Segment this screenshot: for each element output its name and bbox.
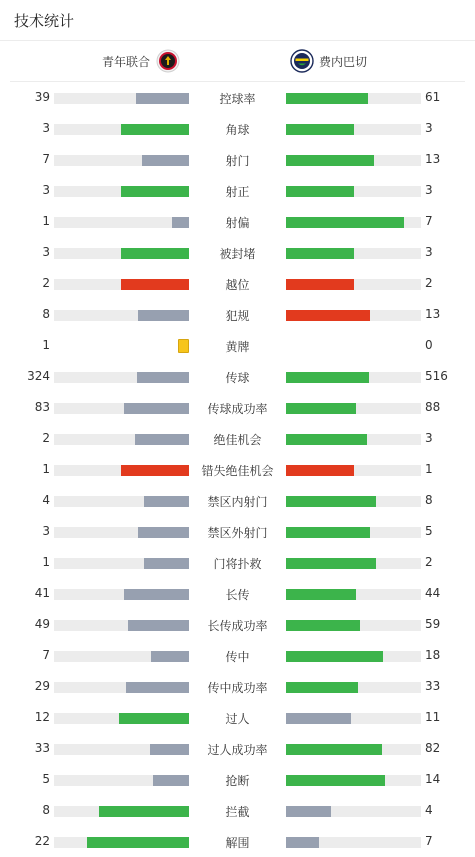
home-bar-fill [138, 310, 189, 321]
home-team-name: 青年联合 [101, 54, 150, 69]
away-bar-track [286, 558, 421, 569]
away-bar-fill [286, 186, 354, 197]
away-bar-track [286, 310, 421, 321]
away-bar-track [286, 465, 421, 476]
away-value: 2 [425, 555, 433, 569]
stat-label: 传球 [225, 371, 250, 385]
away-bar-fill [286, 682, 358, 693]
stat-row [0, 522, 475, 542]
stat-label: 传球成功率 [207, 402, 268, 416]
away-value: 33 [425, 679, 441, 693]
title-bar [0, 0, 475, 41]
away-bar-fill [286, 651, 383, 662]
away-bar-track [286, 713, 421, 724]
away-bar-fill [286, 775, 385, 786]
away-bar-fill [286, 124, 354, 135]
away-bar-track [286, 279, 421, 290]
stat-label: 射正 [225, 185, 250, 199]
away-value: 14 [425, 772, 441, 786]
home-bar-fill [121, 279, 189, 290]
home-bar-track [54, 806, 189, 817]
home-bar-track [54, 682, 189, 693]
stat-row [0, 243, 475, 263]
away-bar-track [286, 682, 421, 693]
away-bar-fill [286, 93, 368, 104]
home-bar-fill [151, 651, 189, 662]
home-bar-track [54, 217, 189, 228]
away-bar-track [286, 527, 421, 538]
away-team-name: 费内巴切 [319, 54, 368, 69]
stat-label: 绝佳机会 [213, 433, 262, 447]
away-value: 2 [425, 276, 433, 290]
home-value: 8 [42, 307, 50, 321]
home-value: 12 [34, 710, 50, 724]
home-bar-track [54, 124, 189, 135]
away-bar-track [286, 124, 421, 135]
home-bar-track [54, 434, 189, 445]
home-bar-fill [121, 186, 189, 197]
home-bar-track [54, 527, 189, 538]
stat-row [0, 801, 475, 821]
home-bar-track [54, 372, 189, 383]
stat-row [0, 460, 475, 480]
stat-row [0, 429, 475, 449]
home-bar-fill [119, 713, 189, 724]
away-bar-fill [286, 310, 370, 321]
away-value: 7 [425, 834, 433, 848]
home-value: 1 [42, 462, 50, 476]
home-team-crest-icon [156, 49, 180, 73]
away-value: 59 [425, 617, 441, 631]
away-bar-track [286, 186, 421, 197]
home-bar-fill [144, 558, 189, 569]
stat-label: 解围 [225, 836, 250, 850]
home-bar-track [54, 310, 189, 321]
home-value: 7 [42, 152, 50, 166]
stat-label: 禁区外射门 [207, 526, 268, 540]
home-value: 49 [34, 617, 50, 631]
away-bar-track [286, 496, 421, 507]
stat-row [0, 305, 475, 325]
stat-label: 抢断 [225, 774, 250, 788]
away-bar-fill [286, 403, 356, 414]
away-value: 1 [425, 462, 433, 476]
away-bar-track [286, 651, 421, 662]
stat-label: 传中 [225, 650, 250, 664]
stat-label: 禁区内射门 [207, 495, 268, 509]
home-bar-fill [144, 496, 189, 507]
stat-row [0, 336, 475, 356]
home-bar-fill [121, 248, 189, 259]
home-bar-track [54, 558, 189, 569]
away-team[interactable] [290, 49, 367, 73]
away-value: 8 [425, 493, 433, 507]
home-bar-fill [137, 372, 189, 383]
stat-row [0, 739, 475, 759]
home-bar-track [54, 651, 189, 662]
home-bar-track [54, 837, 189, 848]
stat-row [0, 398, 475, 418]
away-bar-fill [286, 713, 351, 724]
away-value: 13 [425, 152, 441, 166]
away-bar-fill [286, 806, 331, 817]
away-value: 3 [425, 121, 433, 135]
away-value: 7 [425, 214, 433, 228]
home-value: 3 [42, 524, 50, 538]
home-value: 29 [34, 679, 50, 693]
away-bar-fill [286, 620, 360, 631]
stat-row [0, 708, 475, 728]
away-value: 88 [425, 400, 441, 414]
home-bar-fill [142, 155, 189, 166]
home-bar-track [54, 589, 189, 600]
away-bar-track [286, 248, 421, 259]
home-bar-fill [124, 403, 189, 414]
home-value: 7 [42, 648, 50, 662]
home-value: 3 [42, 183, 50, 197]
home-bar-fill [124, 589, 189, 600]
away-bar-track [286, 806, 421, 817]
stat-label: 黄牌 [225, 340, 250, 354]
away-bar-fill [286, 837, 319, 848]
stat-row [0, 212, 475, 232]
away-value: 11 [425, 710, 441, 724]
away-bar-fill [286, 155, 374, 166]
away-bar-fill [286, 372, 369, 383]
home-bar-track [54, 496, 189, 507]
away-bar-track [286, 93, 421, 104]
away-bar-fill [286, 434, 367, 445]
home-value: 2 [42, 431, 50, 445]
home-value: 22 [34, 834, 50, 848]
stat-label: 射偏 [225, 216, 250, 230]
stat-label: 门将扑救 [213, 557, 262, 571]
home-bar-fill [138, 527, 189, 538]
away-bar-fill [286, 465, 354, 476]
home-bar-fill [153, 775, 189, 786]
home-value: 324 [27, 369, 50, 383]
away-value: 5 [425, 524, 433, 538]
home-bar-track [54, 713, 189, 724]
away-bar-track [286, 589, 421, 600]
home-value: 83 [34, 400, 50, 414]
away-bar-track [286, 775, 421, 786]
away-bar-track [286, 744, 421, 755]
away-bar-fill [286, 279, 354, 290]
stat-row [0, 150, 475, 170]
stat-label: 拦截 [225, 805, 250, 819]
stat-row [0, 832, 475, 852]
home-bar-track [54, 248, 189, 259]
stat-label: 长传成功率 [207, 619, 268, 633]
home-value: 2 [42, 276, 50, 290]
away-team-crest-icon [290, 49, 314, 73]
home-bar-track [54, 744, 189, 755]
away-value: 516 [425, 369, 448, 383]
stat-label: 错失绝佳机会 [201, 464, 274, 478]
stat-row [0, 181, 475, 201]
home-bar-track [54, 93, 189, 104]
home-bar-track [54, 465, 189, 476]
stat-row [0, 491, 475, 511]
home-bar-fill [87, 837, 189, 848]
home-value: 8 [42, 803, 50, 817]
home-bar-fill [126, 682, 189, 693]
home-bar-track [54, 279, 189, 290]
stat-label: 越位 [225, 278, 250, 292]
stat-row [0, 770, 475, 790]
stat-label: 过人成功率 [207, 743, 268, 757]
away-bar-track [286, 217, 421, 228]
stat-row [0, 367, 475, 387]
home-value: 3 [42, 245, 50, 259]
away-value: 3 [425, 431, 433, 445]
away-bar-track [286, 372, 421, 383]
stat-label: 被封堵 [219, 247, 256, 261]
away-bar-fill [286, 589, 356, 600]
away-value: 3 [425, 183, 433, 197]
away-bar-fill [286, 558, 376, 569]
away-bar-track [286, 403, 421, 414]
stat-row [0, 274, 475, 294]
stat-row [0, 553, 475, 573]
away-value: 4 [425, 803, 433, 817]
home-bar-track [54, 775, 189, 786]
away-bar-fill [286, 744, 382, 755]
away-value: 13 [425, 307, 441, 321]
home-value: 4 [42, 493, 50, 507]
away-value: 61 [425, 90, 441, 104]
stat-row [0, 88, 475, 108]
away-value: 0 [425, 338, 433, 352]
home-bar-track [54, 403, 189, 414]
stat-row [0, 119, 475, 139]
stat-row [0, 584, 475, 604]
away-bar-track [286, 620, 421, 631]
home-value: 1 [42, 555, 50, 569]
home-team[interactable] [102, 49, 180, 73]
away-bar-track [286, 837, 421, 848]
away-value: 44 [425, 586, 441, 600]
stat-label: 角球 [225, 123, 250, 137]
home-value: 5 [42, 772, 50, 786]
away-bar-fill [286, 217, 404, 228]
home-bar-fill [150, 744, 189, 755]
away-value: 82 [425, 741, 441, 755]
home-bar-fill [121, 465, 189, 476]
stat-label: 射门 [225, 154, 250, 168]
home-bar-fill [135, 434, 189, 445]
stat-label: 犯规 [225, 309, 250, 323]
home-bar-fill [172, 217, 189, 228]
home-bar-fill [121, 124, 189, 135]
away-bar-track [286, 434, 421, 445]
stat-row [0, 677, 475, 697]
home-bar-fill [99, 806, 189, 817]
home-bar-track [54, 186, 189, 197]
stat-label: 控球率 [219, 92, 256, 106]
home-bar-track [54, 620, 189, 631]
stat-label: 长传 [225, 588, 250, 602]
home-bar-fill [128, 620, 189, 631]
home-value: 33 [34, 741, 50, 755]
teams-header [10, 41, 465, 82]
stat-label: 过人 [225, 712, 250, 726]
away-value: 3 [425, 245, 433, 259]
away-bar-fill [286, 496, 376, 507]
stat-label: 传中成功率 [207, 681, 268, 695]
home-value: 1 [42, 338, 50, 352]
home-bar-fill [136, 93, 189, 104]
home-value: 3 [42, 121, 50, 135]
home-bar-track [54, 155, 189, 166]
stat-row [0, 615, 475, 635]
away-bar-fill [286, 248, 354, 259]
home-value: 41 [34, 586, 50, 600]
home-value: 1 [42, 214, 50, 228]
away-value: 18 [425, 648, 441, 662]
away-bar-fill [286, 527, 370, 538]
stat-row [0, 646, 475, 666]
yellow-card-icon [178, 339, 189, 353]
home-value: 39 [34, 90, 50, 104]
away-bar-track [286, 155, 421, 166]
page-title: 技术统计 [14, 12, 75, 30]
